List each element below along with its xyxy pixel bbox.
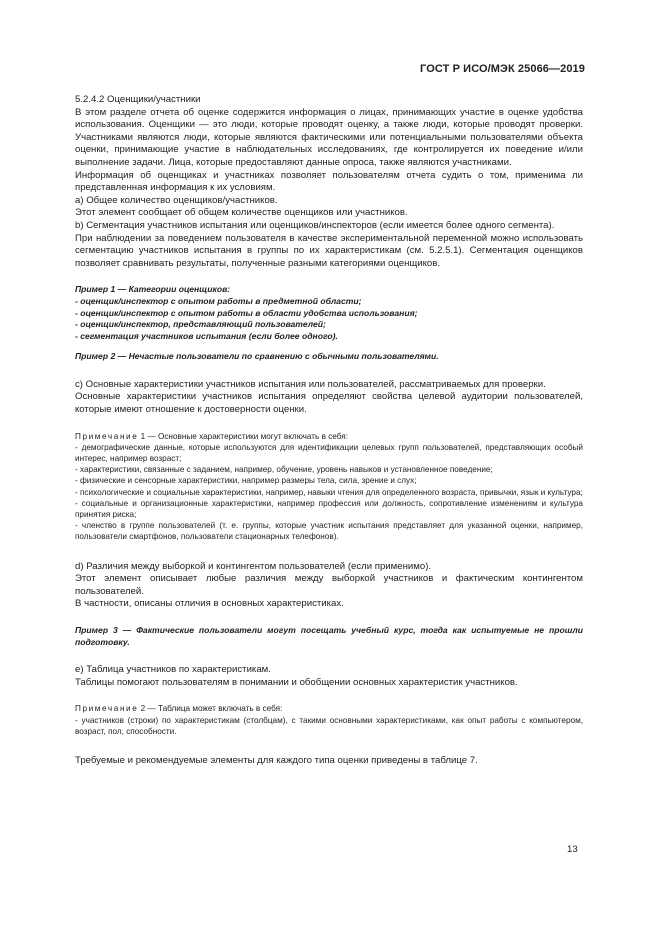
example-1-title: Пример 1 — Категории оценщиков:	[75, 284, 231, 295]
list-item-b: b) Сегментация участников испытания или оценщиков/инспекторов (если имеется более одного сегмента).	[75, 219, 555, 231]
note-2-heading	[75, 703, 583, 714]
paragraph: Этот элемент описывает любые различия между выборкой участников и фактическим контингентом пользователей.	[75, 573, 583, 597]
example-1-item: - оценщик/инспектор, представляющий пользователей;	[75, 319, 326, 330]
paragraph: В этом разделе отчета об оценке содержится информация о лицах, принимающих участие в оценке удобства использования. Оценщики — это люди, которые проводят оценку, а также люди, которые проводят проверки. Участниками являются люди, которые являются фактическими или потенциальными пользователями объекта оценки, принимающие участие в наблюдательных исследованиях, где контролируется их поведение и/или выполнение задачи. Лица, которые предоставляют данные опроса, также являются участниками.	[75, 106, 583, 168]
note-lead: Примечание	[75, 431, 139, 441]
note-text: 2 — Таблица может включать в себя:	[140, 704, 283, 714]
note-1-item: - характеристики, связанные с заданием, например, обучение, уровень навыков и установленное поведение;	[75, 465, 493, 475]
example-1-item: - сегментация участников испытания (если более одного).	[75, 330, 338, 341]
paragraph: Информация об оценщиках и участниках позволяет пользователям отчета судить о том, применима ли представленная информация к их условиям.	[75, 169, 583, 194]
page-number: 13	[567, 844, 578, 855]
note-1-item: - социальные и организационные характеристики, например профессия или должность, сопротивление изменениям и культура принятия риска;	[75, 498, 583, 520]
example-2: Пример 2 — Нечастые пользователи по сравнению с обычными пользователями.	[75, 351, 439, 362]
list-item-d: d) Различия между выборкой и контингентом пользователей (если применимо).	[75, 560, 432, 572]
note-text: 1 — Основные характеристики могут включать в себя:	[140, 431, 348, 441]
note-1-item: - физические и сенсорные характеристики, например размеры тела, сила, зрение и слух;	[75, 476, 417, 486]
list-item-c: c) Основные характеристики участников испытания или пользователей, рассматриваемых для проверки.	[75, 378, 546, 390]
paragraph-final: Требуемые и рекомендуемые элементы для каждого типа оценки приведены в таблице 7.	[75, 755, 478, 767]
example-3: Пример 3 — Фактические пользователи могут посещать учебный курс, тогда как испытуемые не прошли подготовку.	[75, 625, 583, 647]
section-title: 5.2.4.2 Оценщики/участники	[75, 94, 201, 105]
page-content	[75, 94, 583, 768]
list-item-a: a) Общее количество оценщиков/участников.	[75, 194, 278, 206]
paragraph: При наблюдении за поведением пользователя в качестве экспериментальной переменной можно использовать сегментацию участников испытания в группы по их характеристикам (см. 5.2.5.1). Сегментация оценщиков позволяет сравнивать результаты, полученные разными категориями оценщиков.	[75, 232, 583, 269]
example-1-item: - оценщик/инспектор с опытом работы в предметной области;	[75, 295, 362, 306]
note-1-item: - демографические данные, которые используются для идентификации целевых групп пользователей, представляющих особый интерес, например возраст;	[75, 442, 583, 464]
paragraph: Этот элемент сообщает об общем количестве оценщиков или участников.	[75, 207, 408, 219]
list-item-e: e) Таблица участников по характеристикам.	[75, 664, 271, 676]
note-1-item: - психологические и социальные характеристики, например, навыки чтения для определенного возраста, привычки, язык и культура;	[75, 487, 583, 497]
example-1-item: - оценщик/инспектор с опытом работы в области удобства использования;	[75, 307, 418, 318]
note-2-item: - участников (строки) по характеристикам (столбцам), с такими основными характеристиками, как опыт работы с компьютером, возраст, пол, способности.	[75, 715, 583, 736]
note-lead: Примечание	[75, 704, 139, 714]
note-1-item: - членство в группе пользователей (т. е. группы, которые участник испытания представляет для указанной оценки, например, пользователи смартфонов, пользователи стационарных телефонов).	[75, 521, 583, 542]
document-header: ГОСТ Р ИСО/МЭК 25066—2019	[420, 63, 585, 75]
paragraph: Основные характеристики участников испытания определяют свойства целевой аудитории пользователей, которые имеют отношение к достоверности оценки.	[75, 391, 583, 416]
paragraph: В частности, описаны отличия в основных характеристиках.	[75, 598, 344, 610]
paragraph: Таблицы помогают пользователям в понимании и обобщении основных характеристик участников.	[75, 676, 518, 688]
note-1-heading	[75, 431, 583, 442]
